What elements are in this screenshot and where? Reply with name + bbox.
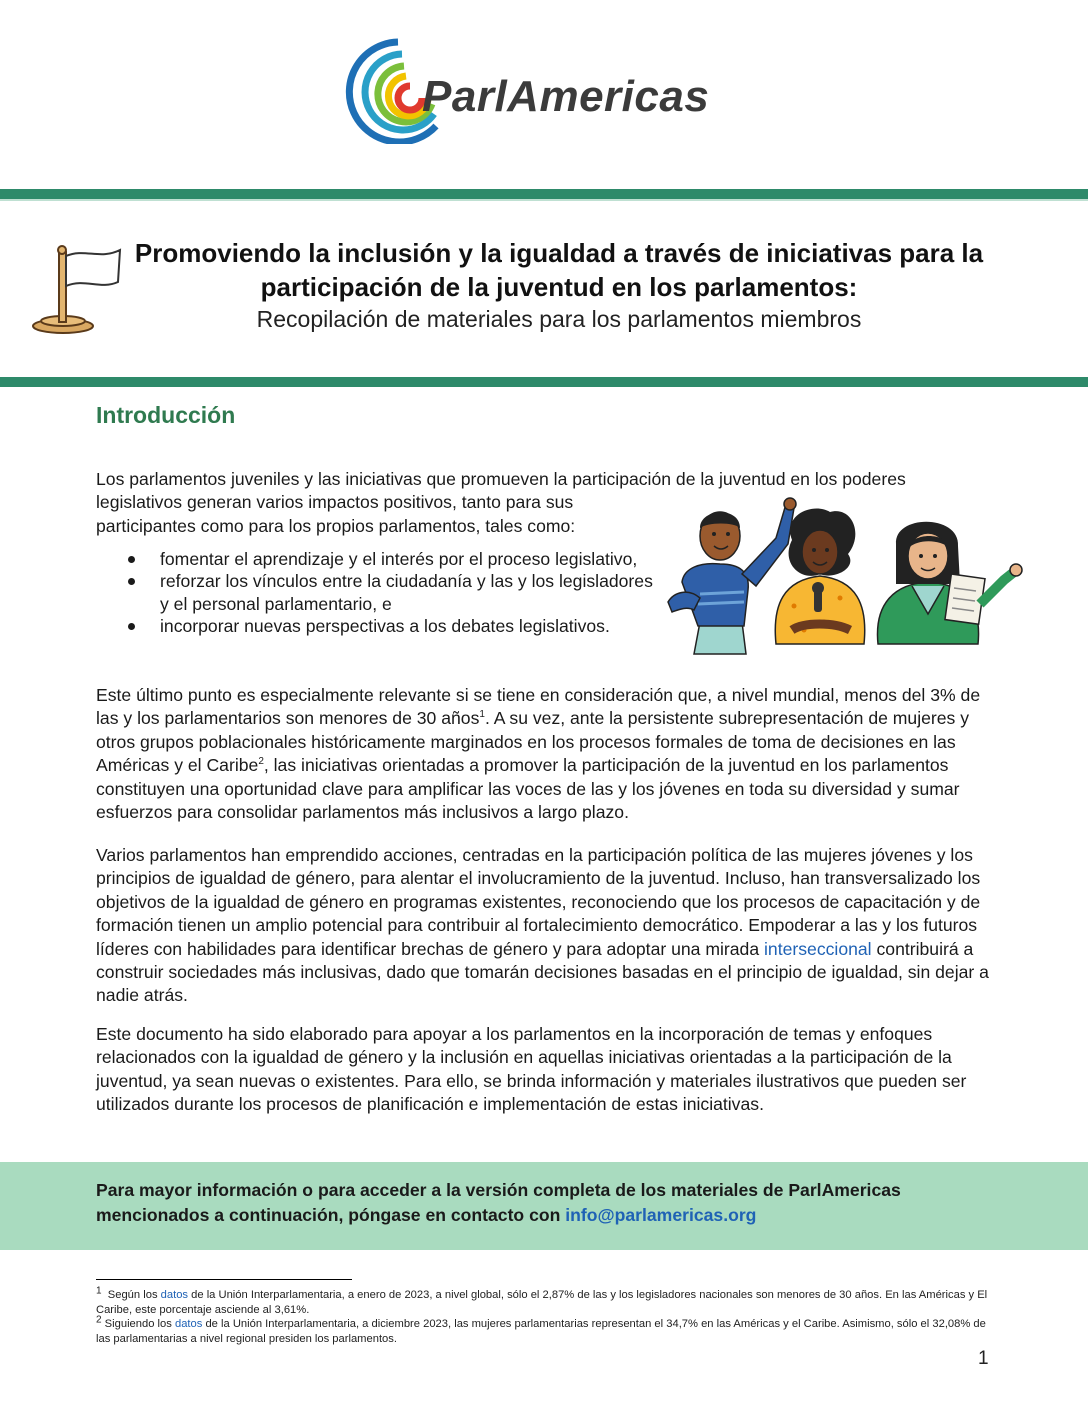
list-item: reforzar los vínculos entre la ciudadanía y las y los legisladores y el personal parlamentario, e xyxy=(124,570,664,615)
paragraph-3-text-a: Varios parlamentos han emprendido acciones, centradas en la participación política de las mujeres jóvenes y los principios de igualdad de género, para alentar el involucramiento de la juventud. Incluso, han transversalizado los objetivos de la igualdad de género en programas existentes, reconociendo que los procesos de capacitación y de formación tienen un amplio potencial para contribuir al fortalecimiento democrático. Empoderar a las y los futuros líderes con habilidades para identificar brechas de género y para adoptar una mirada xyxy=(96,845,981,959)
footnote-2-datos-link[interactable]: datos xyxy=(174,1318,203,1331)
contact-email-link[interactable]: info@parlamericas.org xyxy=(565,1205,757,1225)
impacts-list xyxy=(124,548,664,638)
header-divider-bottom xyxy=(0,377,1088,387)
footnote-number: 2 xyxy=(96,1314,102,1326)
footnote-1 xyxy=(96,1285,996,1317)
paragraph-2-text-b: . A su vez, ante la persistente subrepresentación de mujeres y otros grupos poblacionales históricamente marginados en los procesos formales de toma de decisiones en las Américas y el Caribe xyxy=(96,708,970,776)
footnote-text-post: de la Unión Interparlamentaria, a diciembre 2023, las mujeres parlamentarias representan el 34,7% en las Américas y el Caribe. Asimismo, sólo el 32,08% de las parlamentarias a nivel regional presiden los parlamentos. xyxy=(96,1318,986,1345)
paragraph-2-text-a: Este último punto es especialmente relevante si se tiene en consideración que, a nivel mundial, menos del 3% de las y los parlamentarios son menores de 30 años xyxy=(96,685,981,729)
header-divider-top-shadow xyxy=(0,199,1088,201)
footnotes xyxy=(96,1285,996,1346)
footnote-text-post: de la Unión Interparlamentaria, a enero de 2023, a nivel global, sólo el 2,87% de las y los legisladores nacionales son menores de 30 años. En las Américas y El Caribe, este porcentaje asciende al 3,61%. xyxy=(96,1289,988,1316)
page-subtitle: Recopilación de materiales para los parlamentos miembros xyxy=(256,306,862,332)
youth-person-3 xyxy=(877,522,1022,644)
paragraph-2 xyxy=(96,684,994,824)
paragraph-4: Este documento ha sido elaborado para apoyar a los parlamentos en la incorporación de temas y enfoques relacionados con la igualdad de género y la inclusión en aquellas iniciativas orientadas a la participación de la juventud, ya sean nuevas o existentes. Para ello, se brinda información y materiales ilustrativos que pueden ser utilizados durante los procesos de planificación e implementación de estas iniciativas. xyxy=(96,1024,967,1115)
footnote-ref-2[interactable]: 2 xyxy=(258,756,264,768)
intro-line-1: Los parlamentos juveniles y las iniciativas que promueven la participación de la juventud en los poderes xyxy=(96,469,906,489)
footnote-1-datos-link[interactable]: datos xyxy=(160,1289,189,1301)
page-number: 1 xyxy=(978,1348,989,1369)
page-title: Promoviendo la inclusión y la igualdad a través de iniciativas para la participación de la juventud en los parlamentos: xyxy=(134,238,984,302)
intro-line-rest: legislativos generan varios impactos positivos, tanto para sus participantes como para los propios parlamentos, tales como: xyxy=(96,492,576,536)
footnote-number: 1 xyxy=(96,1285,102,1297)
paragraph-3-text-b: contribuirá a construir sociedades más inclusivas, dado que tomarán decisiones basadas en el principio de igualdad, sin dejar a nadie atrás. xyxy=(96,938,989,1006)
paragraph-3 xyxy=(96,844,994,1008)
interseccional-link[interactable]: interseccional xyxy=(764,938,872,959)
logo-text: ParlAmericas xyxy=(422,72,710,121)
list-item: incorporar nuevas perspectivas a los debates legislativos. xyxy=(124,615,664,637)
footnote-ref-1[interactable]: 1 xyxy=(479,709,485,721)
contact-message: Para mayor información o para acceder a la versión completa de los materiales de ParlAmericas mencionados a continuación, póngase en contacto con xyxy=(96,1180,901,1225)
paragraph-2-text-c: , las iniciativas orientadas a promover la participación de la juventud en los parlamentos constituyen una oportunidad clave para amplificar las voces de las y los jóvenes en toda su diversidad y sumar esfuerzos para consolidar parlamentos más inclusivos a largo plazo. xyxy=(96,755,960,823)
footnote-2 xyxy=(96,1314,996,1346)
footnote-text-pre: Siguiendo los xyxy=(104,1318,175,1331)
footnote-divider xyxy=(96,1279,352,1280)
parlamericas-logo xyxy=(336,34,756,144)
header-divider-top xyxy=(0,189,1088,199)
youth-illustration xyxy=(664,494,1028,656)
contact-text xyxy=(96,1178,996,1228)
flag-icon xyxy=(30,238,130,338)
section-heading-introduccion: Introducción xyxy=(96,402,236,428)
list-item: fomentar el aprendizaje y el interés por el proceso legislativo, xyxy=(124,548,664,570)
footnote-text-pre: Según los xyxy=(107,1289,161,1301)
